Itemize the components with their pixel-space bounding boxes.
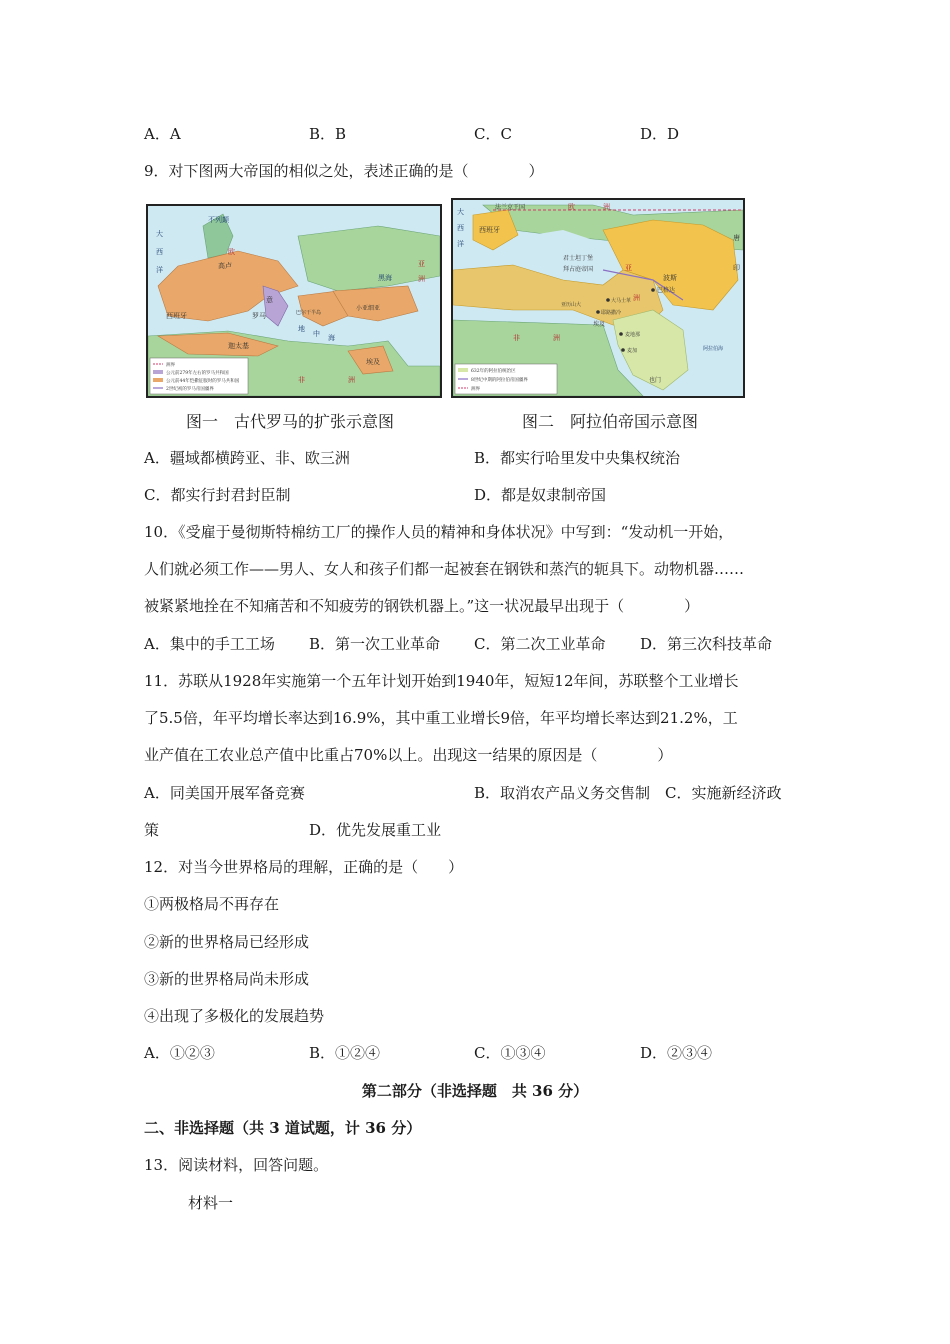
map2-label: 西班牙 — [479, 226, 500, 234]
map-arab-empire — [451, 198, 745, 398]
q10-option-d: D．第三次科技革命 — [640, 635, 773, 653]
map1-label: 高卢 — [218, 262, 232, 270]
q12-item-2: ②新的世界格局已经形成 — [144, 933, 310, 951]
q12-item-4: ④出现了多极化的发展趋势 — [144, 1007, 325, 1025]
map2-label: 唐 — [733, 234, 740, 242]
map1-label: 亚 — [418, 260, 425, 268]
q12-stem: 12．对当今世界格局的理解，正确的是（ ） — [144, 858, 464, 876]
map1-label: 海 — [328, 334, 335, 342]
map-roman-expansion — [146, 204, 442, 398]
map2-label: 洋 — [457, 240, 464, 248]
q8-option-c: C．C — [474, 125, 512, 143]
map2-label: 欧 — [568, 203, 575, 211]
q10-option-b: B．第一次工业革命 — [309, 635, 441, 653]
map1-legend-2: 公元前44年恺撒征服时的罗马共和国 — [166, 379, 240, 384]
map1-legend-3: 2世纪初的罗马帝国疆界 — [166, 387, 214, 392]
q10-option-a: A．集中的手工工场 — [144, 635, 275, 653]
q13-stem: 13．阅读材料，回答问题。 — [144, 1156, 329, 1174]
q11-line-2: 了5.5倍，年平均增长率达到16.9%，其中重工业增长9倍，年平均增长率达到21.2%，工 — [144, 709, 738, 727]
q12-option-b: B．①②④ — [309, 1044, 381, 1062]
roman-map-drawing — [148, 206, 440, 396]
section2-heading: 二、非选择题（共 3 道试题，计 36 分） — [144, 1119, 422, 1137]
arab-map-drawing — [453, 200, 743, 396]
map2-label: 拜占庭帝国 — [563, 266, 594, 273]
q10-option-c: C．第二次工业革命 — [474, 635, 606, 653]
q9-option-c: C．都实行封君封臣制 — [144, 486, 291, 504]
map2-label: 麦加 — [627, 348, 638, 354]
map1-label: 埃及 — [366, 358, 380, 366]
q10-line-3: 被紧紧地拴在不知痛苦和不知疲劳的钢铁机器上。”这一状况最早出现于（ ） — [144, 597, 700, 615]
q11-line-1: 11．苏联从1928年实施第一个五年计划开始到1940年，短短12年间，苏联整个工业增长 — [144, 672, 739, 690]
map1-label: 意 — [266, 296, 273, 304]
map2-label: 亚历山大 — [561, 302, 582, 308]
map2-label: 西 — [457, 224, 464, 232]
map2-label: 印 — [733, 264, 740, 272]
q12-item-3: ③新的世界格局尚未形成 — [144, 970, 310, 988]
q11-line-3: 业产值在工农业总产值中比重占70%以上。出现这一结果的原因是（ ） — [144, 746, 673, 764]
map2-label: 波斯 — [663, 274, 677, 282]
q8-option-a: A．A — [144, 125, 181, 143]
map2-label: 洲 — [603, 203, 610, 211]
map2-label: 麦地那 — [625, 332, 641, 338]
q8-option-d: D．D — [640, 125, 680, 143]
map1-label: 黑海 — [378, 274, 392, 282]
map1-label: 西班牙 — [166, 312, 187, 320]
map2-legend-1: 8世纪中期的阿拉伯帝国疆界 — [471, 378, 528, 383]
map2-label: 耶路撒冷 — [601, 310, 622, 316]
map1-label: 洋 — [156, 266, 163, 274]
map1-label: 洲 — [418, 275, 425, 283]
q12-option-c: C．①③④ — [474, 1044, 546, 1062]
map2-label: 非 — [513, 334, 520, 342]
map2-label: 洲 — [633, 294, 640, 302]
map1-legend-0: 洲界 — [166, 363, 175, 368]
q12-option-a: A．①②③ — [144, 1044, 215, 1062]
map1-label: 欧 — [228, 248, 235, 256]
map2-label: 阿拉伯海 — [703, 346, 724, 352]
q11-option-c-tail: 策 — [144, 821, 160, 839]
q8-option-b: B．B — [309, 125, 347, 143]
map2-label: 巴格达 — [657, 287, 676, 294]
map2-label: 也门 — [649, 377, 662, 384]
q10-line-2: 人们就必须工作——男人、女人和孩子们都一起被套在钢铁和蒸汽的轭具下。动物机器…… — [144, 560, 745, 578]
map2-label: 埃及 — [593, 321, 606, 328]
map1-label: 非 — [298, 376, 305, 384]
map2-label: 法兰克王国 — [495, 204, 526, 211]
map1-label: 迦太基 — [228, 342, 249, 350]
map2-label: 洲 — [553, 334, 560, 342]
map2-label: 亚 — [625, 264, 632, 272]
map1-label: 洲 — [348, 376, 355, 384]
map1-label: 地 — [298, 325, 305, 333]
q11-option-d: D．优先发展重工业 — [309, 821, 442, 839]
map1-label: 罗马 — [252, 312, 266, 320]
q11-option-b-c: B．取消农产品义务交售制 C．实施新经济政 — [474, 784, 782, 802]
q10-line-1: 10．《受雇于曼彻斯特棉纺工厂的操作人员的精神和身体状况》中写到：“发动机一开始， — [144, 523, 734, 541]
map2-caption: 图二 阿拉伯帝国示意图 — [522, 412, 699, 431]
map1-legend-1: 公元前279年左右的罗马共和国 — [166, 371, 229, 376]
q9-stem: 9．对下图两大帝国的相似之处，表述正确的是（ ） — [144, 162, 544, 180]
map1-label: 西 — [156, 248, 163, 256]
q9-option-a: A．疆域都横跨亚、非、欧三洲 — [144, 449, 350, 467]
q12-option-d: D．②③④ — [640, 1044, 713, 1062]
part2-title: 第二部分（非选择题 共 36 分） — [361, 1082, 589, 1100]
map2-label: 君士坦丁堡 — [563, 255, 594, 262]
map1-label: 中 — [313, 330, 320, 338]
map2-legend-0: 632年的阿拉伯统治区 — [471, 369, 516, 374]
q12-item-1: ①两极格局不再存在 — [144, 895, 280, 913]
material-1-label: 材料一 — [188, 1194, 234, 1212]
q11-option-a: A．同美国开展军备竞赛 — [144, 784, 305, 802]
map2-label: 大 — [457, 208, 464, 216]
map1-label: 小亚细亚 — [356, 305, 381, 312]
q9-option-d: D．都是奴隶制帝国 — [474, 486, 607, 504]
map1-label: 巴尔干半岛 — [296, 310, 322, 316]
q9-option-b: B．都实行哈里发中央集权统治 — [474, 449, 681, 467]
map1-caption: 图一 古代罗马的扩张示意图 — [186, 412, 395, 431]
map2-label: 大马士革 — [611, 298, 632, 304]
map2-legend-2: 洲界 — [471, 387, 480, 392]
map1-label: 不列颠 — [208, 216, 229, 224]
map1-label: 大 — [156, 230, 163, 238]
